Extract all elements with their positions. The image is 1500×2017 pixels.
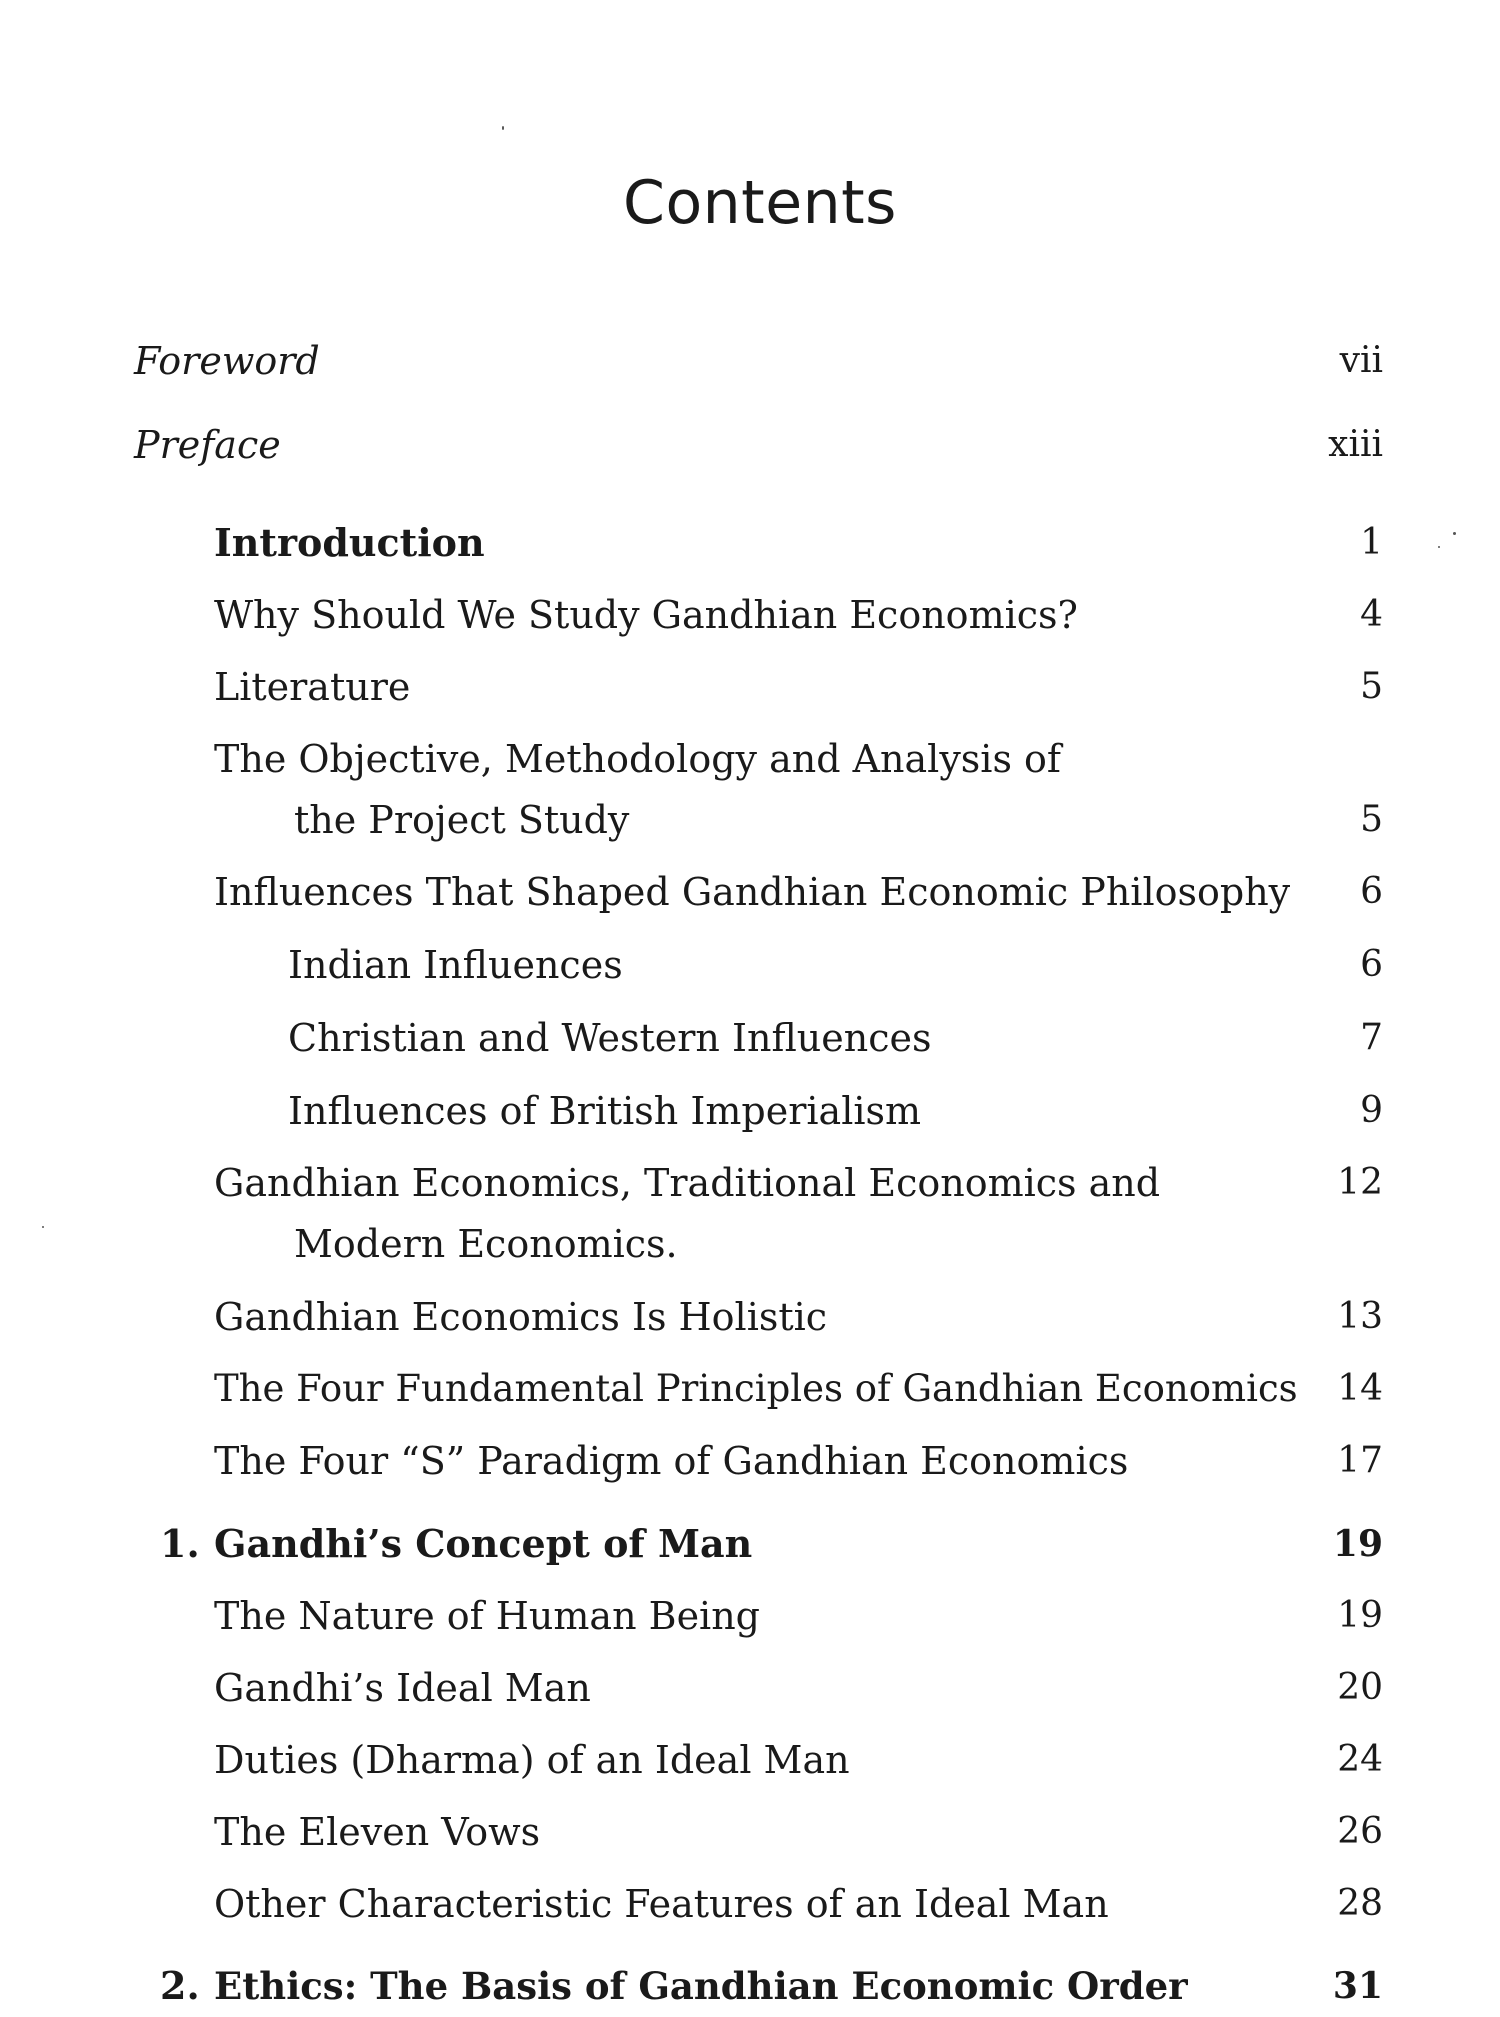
scan-speck	[1453, 532, 1456, 535]
entry-page-number: 26	[1337, 1811, 1383, 1852]
chapter-title: Gandhi’s Concept of Man	[214, 1521, 753, 1566]
toc-entry	[0, 1358, 1500, 1418]
toc-entry	[0, 1873, 1500, 1933]
entry-title: Indian Influences	[288, 943, 623, 987]
entry-page-number: 7	[1360, 1017, 1383, 1058]
entry-page-number: 19	[1332, 1523, 1383, 1565]
toc-entry	[0, 1657, 1500, 1717]
toc-chapter-2	[0, 1955, 1500, 2015]
entry-page-number: 1	[1360, 522, 1383, 563]
entry-page-number: 12	[1337, 1162, 1383, 1203]
page-title: Contents	[623, 168, 897, 238]
entry-title: Foreword	[134, 339, 320, 383]
toc-entry-continued	[0, 789, 1500, 849]
entry-title: The Nature of Human Being	[214, 1594, 761, 1638]
entry-title: Influences of British Imperialism	[288, 1089, 922, 1133]
entry-title: The Eleven Vows	[214, 1810, 541, 1854]
entry-page-number: 14	[1337, 1368, 1383, 1409]
toc-entry-foreword	[0, 330, 1500, 390]
entry-page-number: 6	[1360, 944, 1383, 985]
toc-entry-preface	[0, 414, 1500, 474]
entry-title-line2: the Project Study	[294, 798, 630, 842]
entry-page-number: xiii	[1328, 424, 1383, 465]
toc-entry	[0, 728, 1500, 788]
toc-entry	[0, 861, 1500, 921]
entry-page-number: 4	[1360, 594, 1383, 635]
toc-entry-continued	[0, 1213, 1500, 1273]
entry-page-number: 19	[1337, 1595, 1383, 1636]
entry-page-number: 5	[1360, 799, 1383, 840]
entry-page-number: 17	[1337, 1440, 1383, 1481]
section-title: Introduction	[214, 520, 485, 565]
chapter-number: 2.	[160, 1963, 200, 2008]
entry-page-number: 13	[1337, 1296, 1383, 1337]
entry-title-line1: Gandhian Economics, Traditional Economics and	[214, 1161, 1161, 1205]
entry-title: Duties (Dharma) of an Ideal Man	[214, 1738, 850, 1782]
entry-title-line2: Modern Economics.	[294, 1222, 678, 1266]
entry-title: Literature	[214, 665, 411, 709]
entry-page-number: 5	[1360, 666, 1383, 707]
toc-entry	[0, 1729, 1500, 1789]
toc-entry	[0, 584, 1500, 644]
chapter-number: 1.	[160, 1521, 200, 1566]
toc-entry	[0, 1152, 1500, 1212]
entry-title: Why Should We Study Gandhian Economics?	[214, 593, 1078, 637]
entry-title: Preface	[134, 423, 281, 467]
entry-title: Gandhian Economics Is Holistic	[214, 1295, 828, 1339]
toc-entry	[0, 1801, 1500, 1861]
entry-page-number: 28	[1337, 1883, 1383, 1924]
toc-entry	[0, 656, 1500, 716]
entry-page-number: 24	[1337, 1739, 1383, 1780]
toc-entry	[0, 1286, 1500, 1346]
scan-speck	[1438, 546, 1440, 548]
entry-title: Influences That Shaped Gandhian Economic Philosophy	[214, 870, 1291, 914]
entry-page-number: vii	[1339, 340, 1383, 381]
entry-title: Christian and Western Influences	[288, 1016, 932, 1060]
toc-subentry	[0, 1007, 1500, 1067]
entry-title: The Four “S” Paradigm of Gandhian Economics	[214, 1439, 1129, 1483]
toc-section-introduction	[0, 512, 1500, 572]
scan-speck	[502, 126, 504, 130]
toc-subentry	[0, 934, 1500, 994]
toc-subentry	[0, 1080, 1500, 1140]
toc-chapter-1	[0, 1513, 1500, 1573]
entry-page-number: 31	[1332, 1965, 1383, 2007]
entry-page-number: 9	[1360, 1090, 1383, 1131]
toc-entry	[0, 1585, 1500, 1645]
entry-page-number: 20	[1337, 1667, 1383, 1708]
entry-title-line1: The Objective, Methodology and Analysis of	[214, 737, 1061, 781]
chapter-title: Ethics: The Basis of Gandhian Economic Order	[214, 1964, 1188, 2008]
scan-speck	[42, 1226, 44, 1228]
entry-title: The Four Fundamental Principles of Gandhian Economics	[214, 1367, 1298, 1410]
entry-title: Gandhi’s Ideal Man	[214, 1666, 591, 1710]
toc-entry	[0, 1430, 1500, 1490]
entry-title: Other Characteristic Features of an Ideal Man	[214, 1882, 1109, 1926]
entry-page-number: 6	[1360, 871, 1383, 912]
